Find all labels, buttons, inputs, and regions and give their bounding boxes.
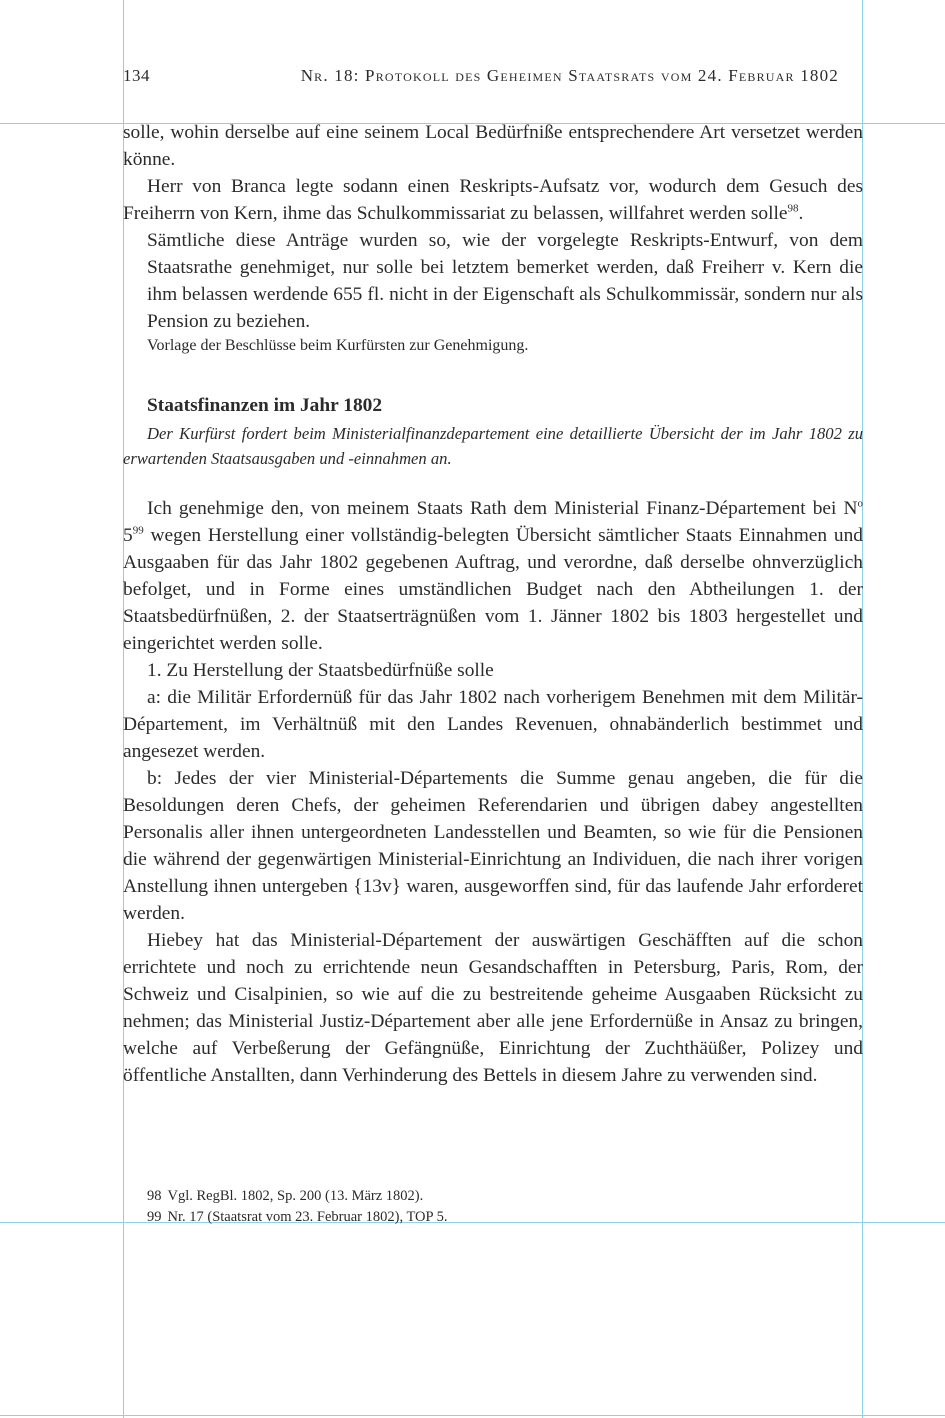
footnote <box>147 1186 847 1207</box>
section-title: Staatsfinanzen im Jahr 1802 <box>147 395 383 416</box>
main-text <box>123 119 863 1089</box>
paragraph: a: die Militär Erfordernüß für das Jahr 1802 nach vorherigem Benehmen mit dem Militär-Département, im Verhältnüß mit den Landes Revenuen, ohnabänderlich bestimmet und angesezet werden. <box>123 687 863 762</box>
footnote-ref[interactable]: 98 <box>787 202 799 215</box>
paragraph: b: Jedes der vier Ministerial-Départements die Summe genau angeben, die für die Besoldungen deren Chefs, der geheimen Referendarien und übrigen dabey angestellten Personalis aller ihnen untergeordneten Landesstellen und Beamten, so wie für die Pensionen die während der gegenwärtigen Ministerial-Einrichtung an Individuen, die nach ihrer vorigen Anstellung ihnen untergeben {13v} waren, ausgeworffen sind, für das laufende Jahr erforderet werden. <box>123 768 863 924</box>
page-number: 134 <box>123 66 150 85</box>
page-edge-guide <box>0 1415 945 1416</box>
resolution-paragraph: Sämtliche diese Anträge wurden so, wie der vorgelegte Reskripts-Entwurf, von dem Staatsrathe genehmiget, nur solle bei letztem bemerket werden, daß Freiherr v. Kern die ihm belassen werdende 655 fl. nicht in der Eigenschaft als Schulkommissär, sondern nur als Pension zu beziehen. <box>147 230 863 332</box>
paragraph: solle, wohin derselbe auf eine seinem Local Bedürfniße entsprechendere Art versetzet werden könne. <box>123 122 863 170</box>
footnote-ref[interactable]: 99 <box>132 524 144 537</box>
running-title: Nr. 18: Protokoll des Geheimen Staatsrats vom 24. Februar 1802 <box>300 66 839 85</box>
footnote-text: Vgl. RegBl. 1802, Sp. 200 (13. März 1802). <box>167 1188 424 1204</box>
footnote <box>147 1207 847 1228</box>
section-summary: Der Kurfürst fordert beim Ministerialfinanzdepartement eine detaillierte Übersicht der im Jahr 1802 zu erwartenden Staatsausgaben und -einnahmen an. <box>123 424 863 468</box>
footnotes <box>147 1186 847 1228</box>
paragraph: Hiebey hat das Ministerial-Département der auswärtigen Geschäfften auf die schon errichtete und noch zu errichtende neun Gesandschafften in Petersburg, Paris, Rom, der Schweiz und Cisalpinien, so wie auf die zu bestreitende geheime Ausgaaben Rücksicht zu nehmen; das Ministerial Justiz-Département aber alle jene Erfordernüße in Ansaz zu bringen, welche auf Verbeßerung der Gefängnüße, Einrichtung der Zuchthäüßer, Polizey und öffentliche Anstallten, dann Verhinderung des Bettels in diesem Jahre zu verwenden sind. <box>123 930 863 1086</box>
footnote-number: 99 <box>147 1209 162 1225</box>
running-header <box>123 66 839 90</box>
editorial-note: Vorlage der Beschlüsse beim Kurfürsten zur Genehmigung. <box>147 337 529 354</box>
paragraph: Ich genehmige den, von meinem Staats Rath dem Ministerial Finanz-Département bei $N^o$ $5^{99}$ wegen Herstellung einer vollständig-belegten Übersicht sämtlicher Staats Einnahmen und Ausgaaben für das Jahr 1802 gegebenen Auftrag, und verordne, daß derselbe ohnverzüglich befolget, und in Forme eines umständlichen Budget nach den Abtheilungen 1. der Staatsbedürfnüßen, 2. der Staatserträgnüßen vom 1. Jänner 1802 bis 1803 hergestellet und eingerichtet werden solle. <box>123 497 863 654</box>
paragraph: Herr von Branca legte sodann einen Reskripts-Aufsatz vor, wodurch dem Gesuch des Freiherrn von Kern, ihme das Schulkommissariat zu belassen, willfahret werden solle$^{98}$. <box>123 176 863 224</box>
footnote-number: 98 <box>147 1188 162 1204</box>
footnote-text: Nr. 17 (Staatsrat vom 23. Februar 1802), TOP 5. <box>167 1209 448 1225</box>
paragraph: 1. Zu Herstellung der Staatsbedürfnüße solle <box>147 660 494 681</box>
